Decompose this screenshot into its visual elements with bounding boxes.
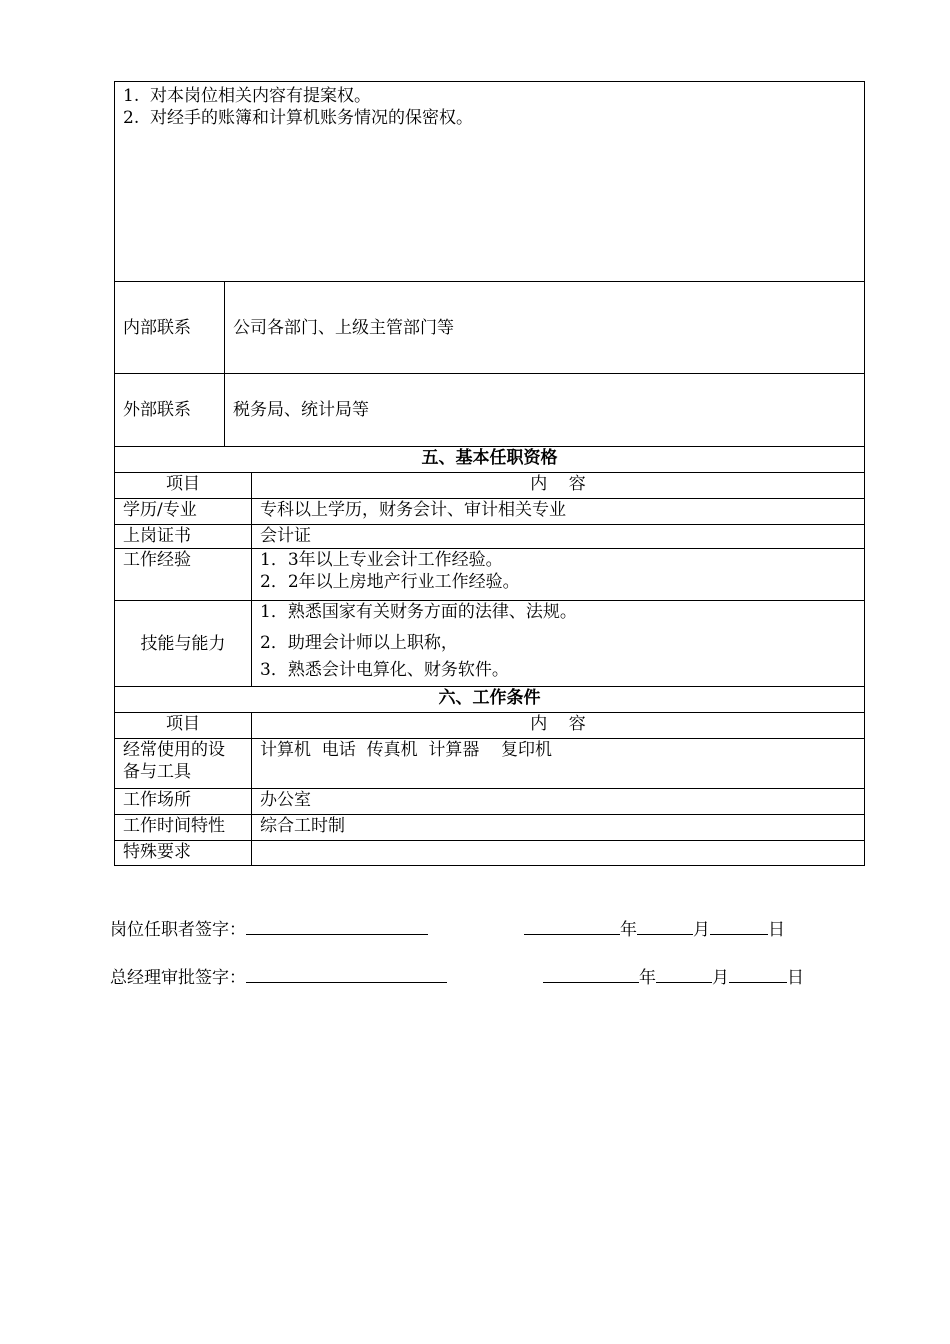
row-label: 工作时间特性 [115,815,252,841]
row-label: 学历/专业 [115,499,252,525]
row-value [252,841,865,866]
external-contact-value: 税务局、统计局等 [225,374,865,447]
column-header-row [115,713,865,739]
table-row [115,549,865,601]
month-label: 月 [693,920,710,940]
row-value-line: 1．3年以上专业会计工作经验。 [260,550,503,570]
row-value: 办公室 [252,789,865,815]
year-label: 年 [620,920,637,940]
table-row [115,815,865,841]
row-value-line: 3．熟悉会计电算化、财务软件。 [260,660,509,680]
rights-row [115,82,865,282]
row-value-line: 2．2年以上房地产行业工作经验。 [260,572,520,592]
row-value [252,601,865,687]
qualifications-title: 五、基本任职资格 [115,447,865,473]
holder-month-blank[interactable] [637,916,693,935]
manager-signature-label: 总经理审批签字： [110,968,246,988]
conditions-title: 六、工作条件 [115,687,865,713]
column-header-item: 项目 [115,713,252,739]
column-header-content: 内 容 [252,713,865,739]
holder-signature-line [110,915,785,940]
manager-day-blank[interactable] [729,964,787,983]
section-header-row [115,687,865,713]
row-value-line: 专科以上学历，财务会计、审计相关专业 [260,500,566,520]
rights-item: 2. 对经手的账簿和计算机账务情况的保密权。 [123,108,474,128]
row-label: 上岗证书 [115,525,252,549]
row-label: 工作场所 [115,789,252,815]
holder-signature-label: 岗位任职者签字： [110,920,246,940]
holder-year-blank[interactable] [524,916,620,935]
row-value [252,549,865,601]
holder-signature-blank[interactable] [246,916,428,935]
table-row [115,601,865,687]
internal-contact-label: 内部联系 [115,282,225,374]
row-label-line: 备与工具 [123,762,191,782]
external-contact-label: 外部联系 [115,374,225,447]
manager-year-blank[interactable] [543,964,639,983]
row-label-line: 经常使用的设 [123,740,225,760]
row-value [252,525,865,549]
row-label: 工作经验 [115,549,252,601]
manager-month-blank[interactable] [656,964,712,983]
rights-cell [115,82,865,282]
qualifications-conditions-table [114,446,865,866]
day-label: 日 [787,968,804,988]
external-contact-row [115,374,865,447]
row-value: 综合工时制 [252,815,865,841]
table-row [115,841,865,866]
section-header-row [115,447,865,473]
holder-day-blank[interactable] [710,916,768,935]
rights-contacts-table [114,81,865,447]
row-value-line: 1．熟悉国家有关财务方面的法律、法规。 [260,602,577,622]
row-value-line: 2．助理会计师以上职称， [260,633,458,653]
column-header-content: 内 容 [252,473,865,499]
row-value-line: 会计证 [260,526,311,546]
table-row [115,525,865,549]
day-label: 日 [768,920,785,940]
row-label [115,739,252,789]
internal-contact-value: 公司各部门、上级主管部门等 [225,282,865,374]
internal-contact-row [115,282,865,374]
table-row [115,499,865,525]
month-label: 月 [712,968,729,988]
row-label: 特殊要求 [115,841,252,866]
column-header-item: 项目 [115,473,252,499]
row-label: 技能与能力 [115,601,252,687]
column-header-row [115,473,865,499]
rights-item: 1. 对本岗位相关内容有提案权。 [123,86,372,106]
manager-signature-line [110,963,804,988]
table-row [115,739,865,789]
manager-signature-blank[interactable] [246,964,447,983]
row-value [252,499,865,525]
table-row [115,789,865,815]
row-value: 计算机 电话 传真机 计算器 复印机 [252,739,865,789]
year-label: 年 [639,968,656,988]
